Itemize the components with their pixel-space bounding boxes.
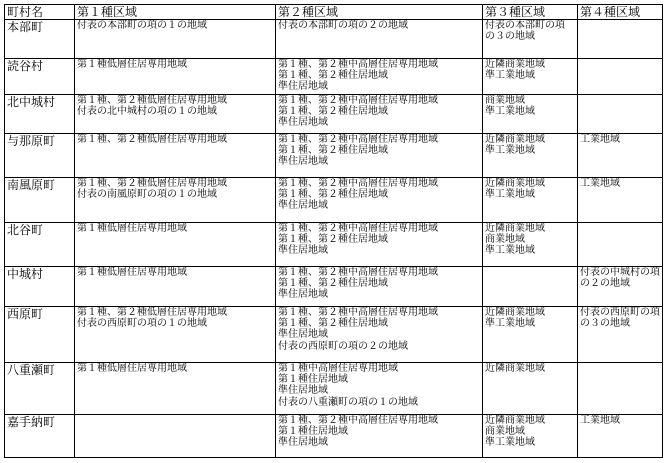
zone1-cell xyxy=(75,95,276,134)
zone-entry: 近隣商業地域 xyxy=(485,363,545,374)
table-row xyxy=(5,178,663,223)
zone4-cell xyxy=(578,134,663,178)
zone4-cell xyxy=(578,95,663,134)
zone2-cell xyxy=(276,363,483,415)
zone-entry: 商業地域 xyxy=(485,95,525,106)
zone-entry: 準住居地域 xyxy=(278,200,328,212)
zone-entry: 第１種住居地域 xyxy=(278,374,348,386)
table-row xyxy=(5,307,663,363)
zone-entry: 第１種、第２種住居地域 xyxy=(278,145,388,157)
zone-entry: 商業地域 xyxy=(485,426,525,438)
zone-entry: 第１種、第２種中高層住居専用地域 xyxy=(278,95,438,106)
zone-entry: 準工業地域 xyxy=(485,437,535,449)
table-row xyxy=(5,134,663,178)
zone-entry: 準工業地域 xyxy=(485,70,535,82)
zone-entry: 第１種、第２種中高層住居専用地域 xyxy=(278,267,438,278)
zone-entry: 準住居地域 xyxy=(278,385,328,397)
zone1-cell xyxy=(75,307,276,363)
zone-entry: 近隣商業地域 xyxy=(485,307,545,318)
table-row xyxy=(5,223,663,267)
column-header-town: 町村名 xyxy=(5,5,75,20)
zone3-cell xyxy=(483,178,578,223)
zone3-cell xyxy=(483,59,578,95)
zone-entry: 第１種、第２種住居地域 xyxy=(278,106,388,118)
table-row xyxy=(5,363,663,415)
zone4-cell xyxy=(578,363,663,415)
zone-entry: 付表の中城村の項の２の地域 xyxy=(580,267,660,290)
zone-entry: 準住居地域 xyxy=(278,81,328,93)
zone-entry: 付表の本部町の項の３の地域 xyxy=(485,20,565,43)
zone4-cell xyxy=(578,178,663,223)
zone3-cell xyxy=(483,363,578,415)
zone1-cell xyxy=(75,415,276,458)
column-header-zone1: 第１種区域 xyxy=(75,5,276,20)
zone2-cell xyxy=(276,223,483,267)
zone-entry: 第１種、第２種住居地域 xyxy=(278,189,388,201)
zone-entry: 準工業地域 xyxy=(485,145,535,157)
zone-entry: 近隣商業地域 xyxy=(485,178,545,189)
zone4-cell xyxy=(578,415,663,458)
town-name-cell: 西原町 xyxy=(5,307,75,363)
zone-entry: 準工業地域 xyxy=(485,106,535,118)
zone-entry: 近隣商業地域 xyxy=(485,415,545,426)
town-name-cell: 北谷町 xyxy=(5,223,75,267)
zone-entry: 第１種、第２種低層住居専用地域 xyxy=(77,307,227,318)
zone-entry: 工業地域 xyxy=(580,415,620,426)
zone1-cell xyxy=(75,20,276,59)
zone2-cell xyxy=(276,59,483,95)
zone-entry: 付表の西原町の項の２の地域 xyxy=(278,340,408,352)
zone-entry: 第１種、第２種中高層住居専用地域 xyxy=(278,59,438,70)
zone-entry: 工業地域 xyxy=(580,134,620,145)
zone1-cell xyxy=(75,59,276,95)
town-name-cell: 本部町 xyxy=(5,20,75,59)
zone2-cell xyxy=(276,415,483,458)
zone-entry: 第１種、第２種住居地域 xyxy=(278,278,388,290)
zone2-cell xyxy=(276,95,483,134)
zone2-cell xyxy=(276,178,483,223)
zone2-cell xyxy=(276,267,483,307)
zone4-cell xyxy=(578,267,663,307)
zone-entry: 第１種、第２種低層住居専用地域 xyxy=(77,95,227,106)
zone1-cell xyxy=(75,178,276,223)
zone-entry: 第１種、第２種中高層住居専用地域 xyxy=(278,178,438,189)
zone3-cell xyxy=(483,307,578,363)
zone-entry: 工業地域 xyxy=(580,178,620,189)
column-header-zone2: 第２種区域 xyxy=(276,5,483,20)
zoning-table xyxy=(4,4,663,458)
zone-entry: 第１種、第２種住居地域 xyxy=(278,318,388,330)
zone-entry: 近隣商業地域 xyxy=(485,59,545,70)
zone2-cell xyxy=(276,307,483,363)
zone1-cell xyxy=(75,267,276,307)
zone-entry: 第１種中高層住居専用地域 xyxy=(278,363,398,374)
town-name-cell: 嘉手納町 xyxy=(5,415,75,458)
zone-entry: 付表の本部町の項の２の地域 xyxy=(278,20,408,31)
zone1-cell xyxy=(75,134,276,178)
table-header-row xyxy=(5,5,663,20)
zone-entry: 近隣商業地域 xyxy=(485,223,545,234)
zone-entry: 第１種低層住居専用地域 xyxy=(77,223,187,234)
table-row xyxy=(5,415,663,458)
town-name-cell: 八重瀬町 xyxy=(5,363,75,415)
zone-entry: 準工業地域 xyxy=(485,189,535,201)
zone-entry: 準工業地域 xyxy=(485,245,535,257)
column-header-zone3: 第３種区域 xyxy=(483,5,578,20)
table-row xyxy=(5,20,663,59)
zone2-cell xyxy=(276,20,483,59)
zone-entry: 商業地域 xyxy=(485,234,525,246)
zone3-cell xyxy=(483,415,578,458)
zone-entry: 付表の南風原町の項の１の地域 xyxy=(77,189,217,201)
town-name-cell: 北中城村 xyxy=(5,95,75,134)
town-name-cell: 南風原町 xyxy=(5,178,75,223)
zone-entry: 準住居地域 xyxy=(278,117,328,129)
zone-entry: 付表の西原町の項の１の地域 xyxy=(77,318,207,330)
zone-entry: 準住居地域 xyxy=(278,289,328,301)
town-name-cell: 与那原町 xyxy=(5,134,75,178)
zone4-cell xyxy=(578,20,663,59)
zone-entry: 第１種、第２種住居地域 xyxy=(278,70,388,82)
zone-entry: 第１種低層住居専用地域 xyxy=(77,59,187,70)
zone-entry: 準住居地域 xyxy=(278,329,328,341)
zone-entry: 準住居地域 xyxy=(278,156,328,168)
zone-entry: 準工業地域 xyxy=(485,318,535,330)
table-row xyxy=(5,95,663,134)
zone4-cell xyxy=(578,307,663,363)
zone-entry: 付表の八重瀬町の項の１の地域 xyxy=(278,396,418,408)
zone-entry: 第１種、第２種中高層住居専用地域 xyxy=(278,307,438,318)
town-name-cell: 読谷村 xyxy=(5,59,75,95)
zone-entry: 第１種、第２種中高層住居専用地域 xyxy=(278,415,438,426)
zone4-cell xyxy=(578,223,663,267)
zone-entry: 第１種、第２種中高層住居専用地域 xyxy=(278,223,438,234)
zone-entry: 第１種住居地域 xyxy=(278,426,348,438)
column-header-zone4: 第４種区域 xyxy=(578,5,663,20)
zone3-cell xyxy=(483,20,578,59)
table-row xyxy=(5,267,663,307)
zone-entry: 第１種、第２種中高層住居専用地域 xyxy=(278,134,438,145)
zone-entry: 第１種低層住居専用地域 xyxy=(77,363,187,374)
zone-entry: 第１種、第２種住居地域 xyxy=(278,234,388,246)
zone3-cell xyxy=(483,134,578,178)
zone-entry: 付表の西原町の項の３の地域 xyxy=(580,307,660,330)
zone1-cell xyxy=(75,363,276,415)
zone3-cell xyxy=(483,95,578,134)
zone-entry: 付表の北中城村の項の１の地域 xyxy=(77,106,217,118)
zone2-cell xyxy=(276,134,483,178)
table-body xyxy=(5,20,663,458)
table-row xyxy=(5,59,663,95)
zone-entry: 近隣商業地域 xyxy=(485,134,545,145)
zone4-cell xyxy=(578,59,663,95)
zone-entry: 準住居地域 xyxy=(278,245,328,257)
town-name-cell: 中城村 xyxy=(5,267,75,307)
zone3-cell xyxy=(483,267,578,307)
zone-entry: 付表の本部町の項の１の地域 xyxy=(77,20,207,31)
zone-entry: 準住居地域 xyxy=(278,437,328,449)
zone-entry: 第１種低層住居専用地域 xyxy=(77,267,187,278)
zone1-cell xyxy=(75,223,276,267)
zone-entry: 第１種、第２種低層住居専用地域 xyxy=(77,178,227,189)
zone-entry: 第１種、第２種低層住居専用地域 xyxy=(77,134,227,145)
zone3-cell xyxy=(483,223,578,267)
